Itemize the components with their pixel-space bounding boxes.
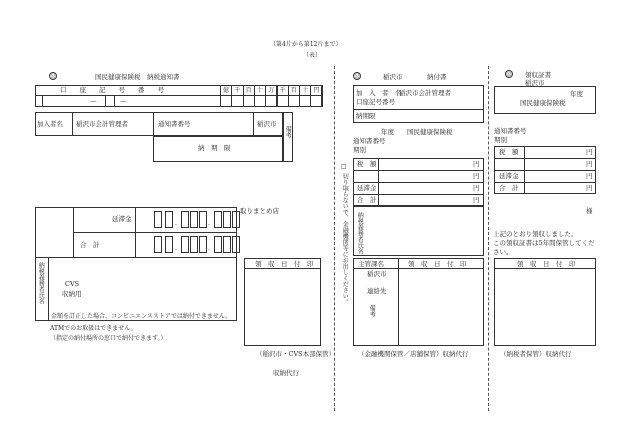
digit-separator-dot: . (175, 220, 177, 227)
payment-term-label: 期別 (353, 146, 366, 154)
amount-digit-box (223, 236, 231, 253)
receipt-city: 稲沢市 (525, 79, 545, 87)
receipt-keep-note: （納税者保管）収納代行 (500, 350, 572, 358)
amount-digit-box (232, 236, 240, 253)
receipt-received-line: 上記のとおり領収しました。 (493, 230, 578, 238)
cut-line-1 (334, 66, 335, 411)
side-label: （表） (303, 52, 322, 59)
receipt-stamp-box-3 (494, 258, 596, 346)
amount-digit-box (165, 236, 173, 253)
payment-keep-note: （金融機関保管／店舗保管）収納代行 (358, 350, 469, 358)
section-number-icon: ㉜ (50, 74, 56, 80)
payment-row-label: 税 額 (357, 160, 377, 168)
account-dash-2: — (120, 97, 127, 105)
receipt-keep-line-2: さい。 (493, 248, 513, 256)
subscriber-label: 加入者名 (37, 120, 63, 128)
digit-header-label: 円 (313, 87, 320, 94)
payment-dept-value: 稲沢市 (367, 270, 387, 278)
receipt-tax-name: 国民健康保険税 (520, 99, 566, 107)
payment-row-unit: 円 (473, 160, 480, 168)
cut-instruction: 切り取らないで、金融機関等にお出しください。 (341, 173, 349, 305)
account-number-header: 口 座 記 号 番 号 (60, 86, 164, 94)
cut-line-2 (488, 66, 489, 411)
digit-header-cell (310, 85, 322, 107)
cvs-label: CVS (65, 280, 80, 288)
receipt-term-label: 期別 (494, 136, 507, 144)
receipt-row-unit: 円 (586, 172, 593, 180)
amount-digit-box (190, 211, 198, 228)
cvs-use-label: 収納用 (62, 290, 82, 298)
payment-taxpayer-box (353, 206, 484, 256)
payment-city: 稲沢市 (383, 73, 403, 81)
notice-keep-note: （稲沢市・CVS本部保管） (256, 350, 336, 358)
payment-row-unit: 円 (473, 172, 480, 180)
notice-agent-note: 収納代行 (273, 369, 299, 377)
account-dash: — (90, 97, 97, 105)
digit-header-label: 十 (256, 87, 263, 94)
receipt-row-unit: 円 (586, 148, 593, 156)
notice-number-label: 通知書番号 (158, 120, 191, 128)
payment-row-label: 延滞金 (357, 184, 377, 192)
amount-digit-box (199, 236, 207, 253)
payment-row-unit: 円 (473, 184, 480, 192)
receipt-row-label: 税 額 (499, 148, 519, 156)
digit-header-label: 百 (290, 87, 297, 94)
amount-digit-box (154, 211, 162, 228)
amount-digit-box (214, 236, 222, 253)
payment-dept-header: 主管課名 (358, 260, 384, 268)
digit-header-label: 万 (268, 87, 275, 94)
receipt-row-unit: 円 (586, 184, 593, 192)
remarks-label: 備考 (284, 126, 292, 138)
payment-notice-number-label: 通知書番号 (353, 137, 386, 145)
payment-receipt-stamp-header: 領 収 日 付 印 (408, 260, 467, 268)
consolidation-store-label: 取りまとめ店 (240, 207, 279, 215)
digit-separator-dot: . (175, 245, 177, 252)
digit-header-label: 億 (223, 87, 230, 94)
payment-row-label: 合 計 (357, 196, 377, 204)
digit-separator-dot: . (208, 220, 210, 227)
payment-account-label: 口座記号番号 (356, 98, 395, 106)
receipt-year-label: 年度 (570, 90, 583, 98)
receipt-honorific: 様 (586, 207, 593, 215)
receipt-stamp-box (244, 258, 321, 346)
amount-digit-box (165, 211, 173, 228)
digit-separator-dot: . (208, 245, 210, 252)
correction-warning: 金額を訂正した場合、コンビニエンスストアでは納付できません。 (51, 313, 232, 320)
digit-header-label: 十 (302, 87, 309, 94)
cut-checkbox: □ (341, 163, 347, 170)
payment-remarks-label: 備考 (368, 305, 376, 317)
city-name: 稲沢市 (257, 120, 277, 128)
payment-section-number-icon: ㉜ (354, 74, 360, 80)
payment-tax-name: 国民健康保険税 (407, 128, 453, 136)
digit-header-label: 千 (234, 87, 241, 94)
amount-digit-box (214, 211, 222, 228)
amount-digit-box (154, 236, 162, 253)
taxpayer-name-label: 納税義務者氏名 (37, 262, 45, 304)
payment-taxpayer-label: 納税義務者氏名 (356, 212, 364, 254)
page-range-note: （第4片から第12片まで） (270, 41, 342, 48)
due-date-label: 納 期 限 (198, 144, 231, 152)
receipt-row-label: 延滞金 (499, 172, 519, 180)
payment-year-label: 年度 (381, 128, 394, 136)
receipt-keep-line-1: この領収証書は5年間保管してくだ (493, 239, 595, 247)
receipt-notice-number-label: 通知書番号 (494, 127, 527, 135)
amount-digit-box (232, 211, 240, 228)
amount-digit-box (199, 211, 207, 228)
total-label: 合 計 (80, 241, 100, 249)
subscriber-value: 稲沢市会計管理者 (76, 120, 128, 128)
amount-digit-box (223, 211, 231, 228)
delinquency-label: 延滞金 (112, 215, 132, 223)
payment-title: 納付書 (427, 73, 447, 81)
receipt-stamp-header: 領 収 日 付 印 (255, 260, 314, 268)
payment-subscriber-label: 加 入 者 名 (356, 89, 402, 97)
amount-digit-box (181, 211, 189, 228)
receipt-row-unit: 円 (586, 160, 593, 168)
payment-row-unit: 円 (473, 196, 480, 204)
receipt-title: 領収証書 (525, 71, 551, 79)
amount-digit-box (181, 236, 189, 253)
amount-digit-box (190, 236, 198, 253)
atm-note: ATMでのお取扱はできません。 (50, 325, 137, 332)
receipt-row-label: 合 計 (499, 184, 519, 192)
payment-subscriber-value: 稲沢市会計管理者 (399, 89, 451, 97)
digit-header-label: 百 (245, 87, 252, 94)
notice-title: 国民健康保険税 納税通知書 (95, 73, 180, 81)
payment-contact-label: 連絡先 (367, 287, 387, 295)
payment-due-label: 納期限 (356, 112, 376, 120)
digit-header-label: 千 (279, 87, 286, 94)
window-note: （指定の納付場所の窓口で納付できます。） (50, 335, 167, 342)
receipt-stamp-header-3: 領 収 日 付 印 (517, 260, 576, 268)
receipt-section-number-icon: ㉜ (506, 72, 512, 78)
